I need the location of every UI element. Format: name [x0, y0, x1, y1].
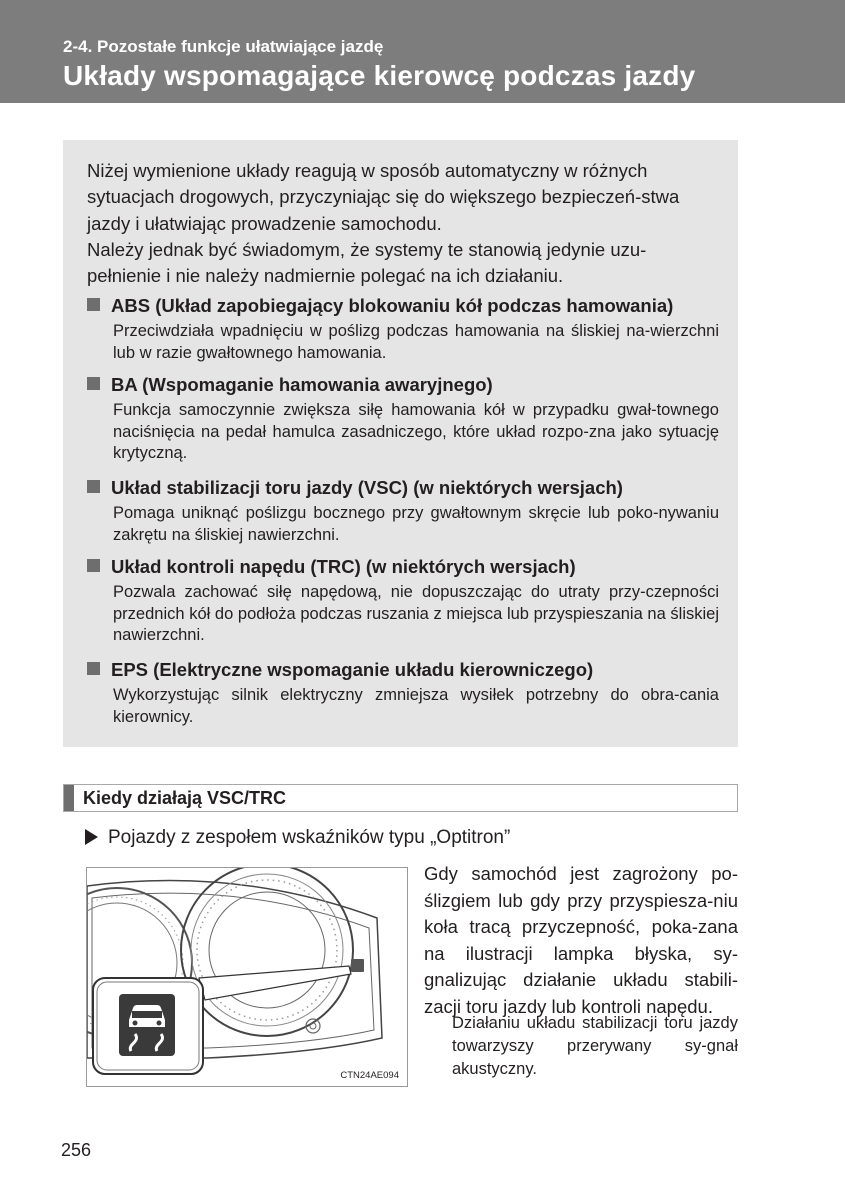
body-text	[424, 861, 738, 1020]
square-bullet-icon	[87, 298, 100, 311]
intro-text	[87, 158, 719, 289]
feature-trc	[87, 555, 719, 647]
subsection-header	[63, 784, 738, 812]
subsection-marker	[64, 785, 74, 811]
page-number: 256	[61, 1140, 92, 1160]
feature-description: Przeciwdziała wpadnięciu w poślizg podczas hamowania na śliskiej na-wierzchni lub w razie gwałtownego hamowania.	[113, 322, 719, 362]
square-bullet-icon	[87, 662, 100, 675]
intro-paragraph-1: Niżej wymienione układy reagują w sposób automatyczny w różnych sytuacjach drogowych, przyczyniając się do większego bezpieczeń-stwa jazdy i ułatwiając prowadzenie samochodu.	[87, 160, 680, 234]
note-text: Działaniu układu stabilizacji toru jazdy towarzyszy przerywany sy-gnał akustyczny.	[452, 1014, 738, 1078]
figure-caption: CTN24AE094	[340, 1070, 399, 1081]
body-paragraph: Gdy samochód jest zagrożony po-ślizgiem lub gdy przy przyspiesza-niu koła tracą przyczepność, poka-zana na ilustracji lampka błyska, sy-gnalizując działanie układu stabili-zacji toru jazdy lub kontroli napędu.	[424, 863, 738, 1017]
feature-vsc	[87, 476, 719, 546]
square-bullet-icon	[87, 377, 100, 390]
feature-eps	[87, 658, 719, 728]
skid-control-warning-icon	[119, 994, 175, 1056]
square-bullet-icon	[87, 480, 100, 493]
feature-title: BA (Wspomaganie hamowania awaryjnego)	[111, 374, 493, 395]
triangle-arrow-icon	[85, 829, 98, 845]
feature-title: ABS (Układ zapobiegający blokowaniu kół podczas hamowania)	[111, 295, 674, 316]
feature-title: EPS (Elektryczne wspomaganie układu kierowniczego)	[111, 659, 594, 680]
feature-ba	[87, 373, 719, 465]
feature-description: Pozwala zachować siłę napędową, nie dopuszczając do utraty przy-czepności przednich kół do podłoża podczas ruszania z miejsca lub przyspieszania na śliskiej nawierzchni.	[113, 583, 719, 644]
square-bullet-icon	[87, 559, 100, 572]
page-title: Układy wspomagające kierowcę podczas jazdy	[63, 60, 696, 91]
info-box	[63, 140, 738, 747]
feature-description: Pomaga uniknąć poślizgu bocznego przy gwałtownym skręcie lub poko-nywaniu zakrętu na śliskiej nawierzchni.	[113, 504, 719, 544]
feature-title: Układ stabilizacji toru jazdy (VSC) (w niektórych wersjach)	[111, 477, 623, 498]
feature-description: Wykorzystując silnik elektryczny zmniejsza wysiłek potrzebny do obra-cania kierownicy.	[113, 686, 719, 726]
instrument-cluster-illustration	[86, 867, 408, 1087]
vehicle-type-text: Pojazdy z zespołem wskaźników typu „Optitron”	[108, 827, 511, 848]
feature-abs	[87, 294, 719, 364]
feature-description: Funkcja samoczynnie zwiększa siłę hamowania kół w przypadku gwał-townego naciśnięcia na pedał hamulca zasadniczego, które układ rozpo-zna jako sytuację krytyczną.	[113, 401, 719, 462]
page-header	[0, 0, 845, 103]
vehicle-type-line	[85, 827, 510, 849]
section-label: 2-4. Pozostałe funkcje ułatwiające jazdę	[63, 37, 384, 56]
instrument-cluster-drawing	[87, 868, 407, 1086]
subsection-title: Kiedy działają VSC/TRC	[83, 788, 287, 808]
feature-title: Układ kontroli napędu (TRC) (w niektórych wersjach)	[111, 556, 576, 577]
intro-paragraph-2: Należy jednak być świadomym, że systemy te stanowią jedynie uzu-pełnienie i nie należy nadmiernie polegać na ich działaniu.	[87, 238, 647, 287]
